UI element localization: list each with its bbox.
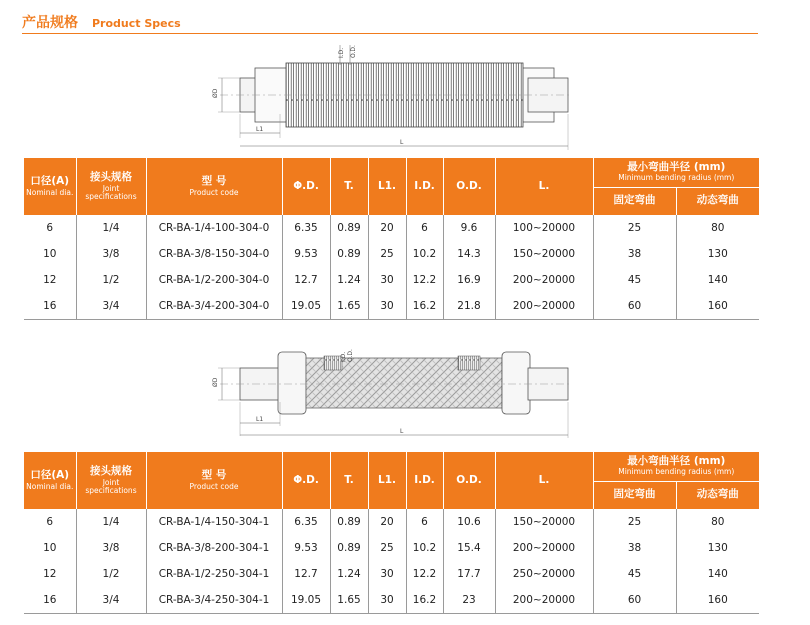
phi-d-label-2: ØD <box>212 377 219 387</box>
col-l: L. <box>495 452 593 509</box>
col-l: L. <box>495 158 593 215</box>
table-row: 16 3/4 CR-BA-3/4-250-304-1 19.05 1.65 30 16.2 23 200~20000 60 160 <box>24 587 759 614</box>
col-joint: 接头规格 Joint specifications <box>76 452 146 509</box>
table-row: 10 3/8 CR-BA-3/8-200-304-1 9.53 0.89 25 10.2 15.4 200~20000 38 130 <box>24 535 759 561</box>
col-dynamic-bend: 动态弯曲 <box>676 187 759 215</box>
col-l1: L1. <box>368 452 406 509</box>
id-label-2: I.D. <box>340 351 347 362</box>
col-phi-d: Φ.D. <box>282 158 330 215</box>
l1-label: L1 <box>256 126 264 133</box>
col-caliber: 口径(A) Nominal dia. <box>24 158 76 215</box>
col-id: I.D. <box>406 452 443 509</box>
header-divider <box>22 33 758 34</box>
col-model: 型 号 Product code <box>146 452 282 509</box>
col-l1: L1. <box>368 158 406 215</box>
col-joint: 接头规格 Joint specifications <box>76 158 146 215</box>
l-label: L <box>400 139 404 146</box>
col-caliber: 口径(A) Nominal dia. <box>24 452 76 509</box>
l1-label-2: L1 <box>256 416 264 423</box>
col-model: 型 号 Product code <box>146 158 282 215</box>
col-fixed-bend: 固定弯曲 <box>593 187 676 215</box>
od-label-2: O.D. <box>347 349 354 362</box>
table-row: 12 1/2 CR-BA-1/2-200-304-0 12.7 1.24 30 12.2 16.9 200~20000 45 140 <box>24 267 759 293</box>
braided-hose-drawing <box>200 340 580 440</box>
col-bending-radius: 最小弯曲半径 (mm) Minimum bending radius (mm) <box>593 158 759 187</box>
col-t: T. <box>330 158 368 215</box>
spec-table-1 <box>24 158 759 320</box>
spec-table-2 <box>24 452 759 614</box>
phi-d-label: ØD <box>212 88 219 98</box>
table-row: 12 1/2 CR-BA-1/2-250-304-1 12.7 1.24 30 12.2 17.7 250~20000 45 140 <box>24 561 759 587</box>
table-row: 6 1/4 CR-BA-1/4-100-304-0 6.35 0.89 20 6 9.6 100~20000 25 80 <box>24 215 759 241</box>
section-title-en: Product Specs <box>92 17 181 30</box>
table-row: 6 1/4 CR-BA-1/4-150-304-1 6.35 0.89 20 6 10.6 150~20000 25 80 <box>24 509 759 535</box>
section-header <box>22 12 181 32</box>
col-id: I.D. <box>406 158 443 215</box>
od-label: O.D. <box>350 45 357 58</box>
col-dynamic-bend: 动态弯曲 <box>676 481 759 509</box>
table-row: 16 3/4 CR-BA-3/4-200-304-0 19.05 1.65 30 16.2 21.8 200~20000 60 160 <box>24 293 759 320</box>
id-label: I.D. <box>338 47 345 58</box>
table-row: 10 3/8 CR-BA-3/8-150-304-0 9.53 0.89 25 10.2 14.3 150~20000 38 130 <box>24 241 759 267</box>
col-t: T. <box>330 452 368 509</box>
col-bending-radius: 最小弯曲半径 (mm) Minimum bending radius (mm) <box>593 452 759 481</box>
col-phi-d: Φ.D. <box>282 452 330 509</box>
section-title-cn: 产品规格 <box>22 15 78 31</box>
corrugated-hose-drawing <box>200 40 580 152</box>
col-fixed-bend: 固定弯曲 <box>593 481 676 509</box>
col-od: O.D. <box>443 158 495 215</box>
l-label-2: L <box>400 428 404 435</box>
col-od: O.D. <box>443 452 495 509</box>
